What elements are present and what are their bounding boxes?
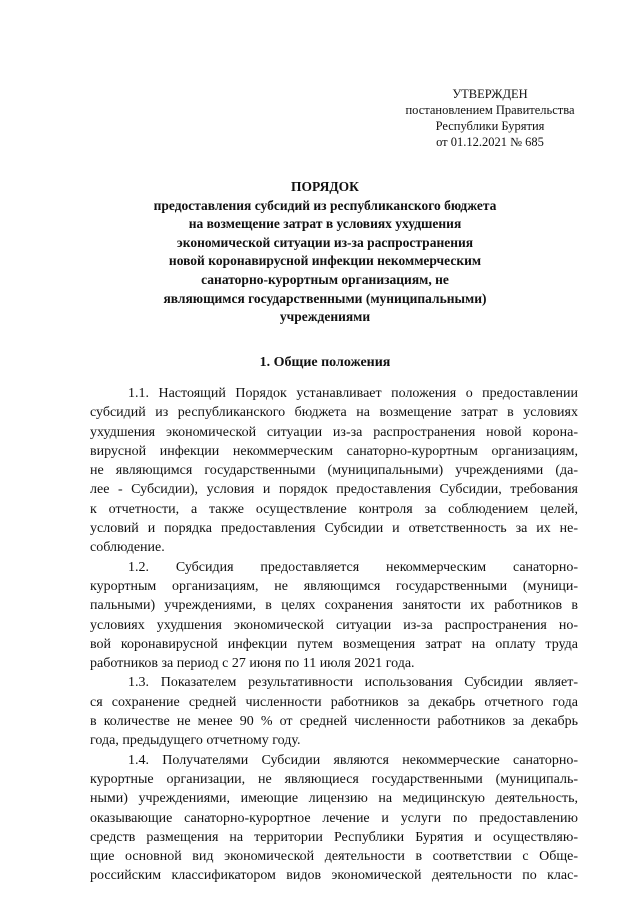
title-line: предоставления субсидий из республиканского бюджета [153, 197, 497, 213]
title-line: экономической ситуации из-за распространения [176, 234, 474, 250]
text-line: условий и порядка предоставления Субсидии и ответственность за их не- [90, 521, 578, 537]
approval-stamp [400, 86, 580, 150]
title-line: санаторно-курортным организациям, не [201, 271, 449, 287]
title-line: учреждениями [279, 309, 371, 325]
text-line: работников за период с 27 июня по 11 июля 2021 года. [90, 656, 415, 672]
text-line: курортные организации, не являющиеся государственными (муниципаль- [90, 771, 578, 787]
text-line: к отчетности, а также осуществление контроля за соблюдением целей, [90, 501, 578, 517]
text-line: соблюдение. [90, 540, 165, 556]
paragraph-1-4 [90, 751, 578, 886]
text-line: пальными) учреждениями, в целях сохранения занятости их работников в [90, 598, 578, 614]
section-heading: 1. Общие положения [259, 355, 391, 370]
text-line: лее - Субсидии), условия и порядок предоставления Субсидии, требования [90, 482, 578, 498]
title-line: новой коронавирусной инфекции некоммерческим [168, 253, 482, 269]
approval-line: от 01.12.2021 № 685 [436, 135, 544, 149]
text-line: курортным организациям, не являющимся государственными (муници- [90, 578, 578, 594]
document-title [90, 178, 560, 327]
paragraph-1-1 [90, 384, 578, 558]
approval-line: Республики Бурятия [435, 119, 545, 133]
paragraph-1-3 [90, 673, 578, 750]
text-line: ными) учреждениями, имеющие лицензию на медицинскую деятельность, [90, 791, 578, 807]
text-line: вирусной инфекции некоммерческим санаторно-курортным организациям, [90, 443, 578, 459]
title-line: ПОРЯДОК [291, 179, 359, 194]
text-line: российским классификатором видов экономической деятельности по клас- [90, 868, 578, 884]
text-line: 1.1. Настоящий Порядок устанавливает положения о предоставлении [128, 386, 578, 401]
text-line: оказывающие санаторно-курортное лечение и услуги по предоставлению [90, 810, 578, 826]
paragraph-1-2 [90, 558, 578, 674]
approval-line: постановлением Правительства [405, 103, 575, 117]
text-line: в количестве не менее 90 % от средней численности работников за декабрь [90, 714, 578, 730]
text-line: 1.4. Получателями Субсидии являются некоммерческие санаторно- [128, 752, 578, 768]
title-line: на возмещение затрат в условиях ухудшения [188, 216, 462, 232]
text-line: ухудшения экономической ситуации из-за распространения новой корона- [90, 424, 578, 440]
text-line: 1.2. Субсидия предоставляется некоммерческим санаторно- [128, 559, 578, 575]
title-line: являющимся государственными (муниципальными) [163, 290, 487, 306]
text-line: не являющимся государственными (муниципальными) учреждениями (да- [90, 463, 578, 479]
text-line: субсидий из республиканского бюджета на возмещение затрат в условиях [90, 405, 578, 421]
text-line: щие основной вид экономической деятельности в соответствии с Обще- [90, 849, 578, 865]
text-line: вой коронавирусной инфекции путем возмещения затрат на оплату труда [90, 636, 578, 652]
text-line: средств размещения на территории Республики Бурятия и осуществляю- [90, 829, 578, 845]
text-line: ся сохранение средней численности работников за декабрь отчетного года [90, 694, 578, 710]
text-line: условиях ухудшения экономической ситуации из-за распространения но- [90, 617, 578, 633]
approval-line: УТВЕРЖДЕН [452, 87, 528, 101]
text-line: 1.3. Показателем результативности использования Субсидии являет- [128, 675, 578, 691]
text-line: года, предыдущего отчетному году. [90, 733, 301, 749]
document-body [90, 384, 578, 886]
